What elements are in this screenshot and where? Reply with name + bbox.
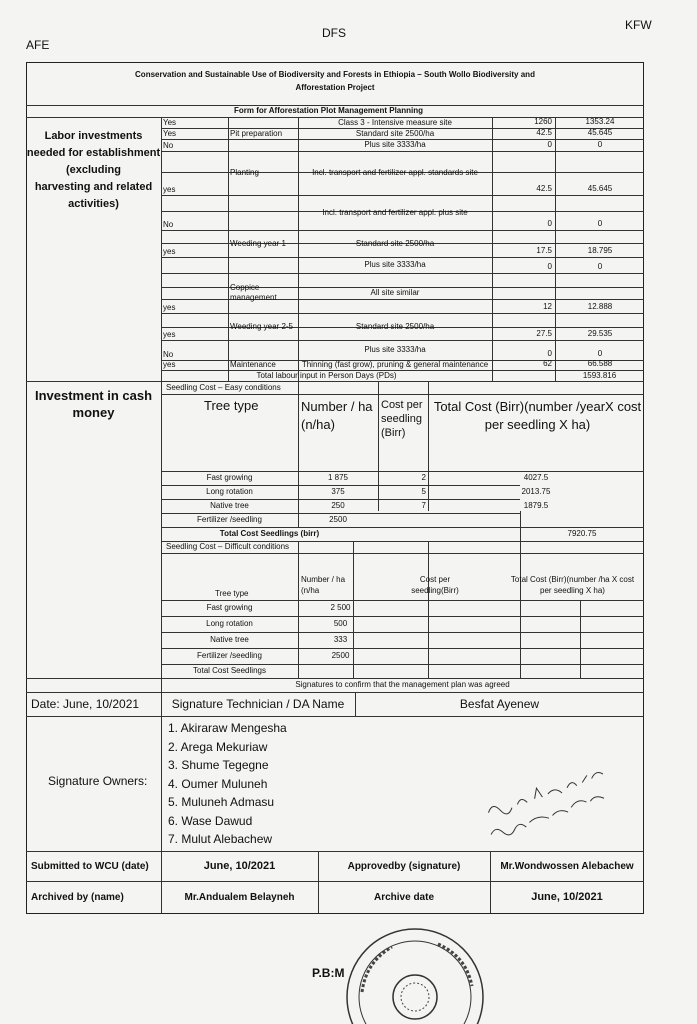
easy-col-tree: Tree type <box>204 398 259 413</box>
easy-col-cost: Cost per seedling (Birr) <box>381 399 423 439</box>
form-title: Form for Afforestation Plot Management Planning <box>233 106 424 115</box>
labor-value: 0 <box>547 349 552 358</box>
easy-tree-type: Fertilizer /seedling <box>197 515 262 524</box>
archive-date: June, 10/2021 <box>531 891 603 903</box>
easy-total <box>428 513 644 527</box>
easy-tree-type: Fast growing <box>206 473 253 482</box>
labor-value: 45.645 <box>587 184 613 193</box>
easy-cost: 7 <box>421 501 426 510</box>
easy-caption: Seedling Cost – Easy conditions <box>166 383 281 392</box>
labor-value: 18.795 <box>587 246 613 255</box>
labor-value: 42.5 <box>536 128 552 137</box>
labor-value: 1260 <box>534 117 552 126</box>
easy-cost: 5 <box>421 487 426 496</box>
labor-value: 66.588 <box>587 359 613 368</box>
labor-activity <box>230 340 297 360</box>
difficult-col-number: Number / ha (n/ha <box>301 575 346 595</box>
labor-flag: yes <box>163 329 176 339</box>
easy-number: 375 <box>331 487 345 496</box>
labor-activity <box>230 257 297 273</box>
labor-desc: Thinning (fast grow), pruning & general maintenance <box>301 360 489 369</box>
labor-value: 0 <box>547 262 552 271</box>
labor-flag: No <box>163 219 174 229</box>
submitted-date: June, 10/2021 <box>203 860 276 872</box>
labor-value: 29.535 <box>587 329 613 338</box>
difficult-caption: Seedling Cost – Difficult conditions <box>166 542 290 551</box>
easy-col-total: Total Cost (Birr)(number /yearX cost per seedling X ha) <box>433 399 642 432</box>
technician-name: Besfat Ayenew <box>459 697 540 711</box>
difficult-tree-type: Long rotation <box>206 619 253 628</box>
submitted-label: Submitted to WCU (date) <box>31 860 149 872</box>
labor-desc: Incl. transport and fertilizer appl. plus site <box>322 207 468 217</box>
labor-value: 0 <box>597 219 603 228</box>
labor-value: 27.5 <box>536 329 552 338</box>
labor-desc: Plus site 3333/ha <box>364 345 426 354</box>
labor-desc: Plus site 3333/ha <box>364 140 426 149</box>
labor-activity <box>230 195 297 230</box>
labor-value: 0 <box>547 140 552 149</box>
technician-label: Signature Technician / DA Name <box>171 697 345 711</box>
title-line1: Conservation and Sustainable Use of Biodiversity and Forests in Ethiopia – South Wollo Biodiversity and <box>135 70 535 79</box>
labor-value: 0 <box>597 349 603 358</box>
labor-activity <box>230 117 297 128</box>
difficult-tree-type: Native tree <box>210 635 249 644</box>
easy-total: 2013.75 <box>521 487 551 496</box>
easy-number: 2500 <box>329 515 347 524</box>
labor-activity: Weeding year 2-5 <box>230 321 293 331</box>
archived-name: Mr.Andualem Belayneh <box>184 891 295 903</box>
labor-activity: Pit preparation <box>230 128 283 138</box>
labor-activity: Coppice management <box>230 283 277 302</box>
easy-total-value: 7920.75 <box>567 528 597 538</box>
labor-total-label: Total labour input in Person Days (PDs) <box>256 370 397 380</box>
labor-value: 45.645 <box>587 128 613 137</box>
labor-flag: No <box>163 140 174 150</box>
difficult-number: 2500 <box>331 651 350 660</box>
labor-desc: Standard site 2500/ha <box>355 128 435 138</box>
easy-tree-type: Native tree <box>210 501 249 510</box>
easy-tree-type: Long rotation <box>206 487 253 496</box>
labor-flag: yes <box>163 302 176 312</box>
labor-flag: yes <box>163 246 176 256</box>
labor-flag: Yes <box>163 117 177 127</box>
labor-desc: Standard site 2500/ha <box>355 238 435 248</box>
difficult-tree-type: Fertilizer /seedling <box>197 651 262 660</box>
labor-total-value: 1593.816 <box>582 370 617 380</box>
header-left: AFE <box>26 38 50 52</box>
archived-label: Archived by (name) <box>31 891 124 903</box>
difficult-total-label: Total Cost Seedlings <box>193 666 266 675</box>
easy-total: 1879.5 <box>523 501 549 510</box>
difficult-number: 2 500 <box>330 603 351 612</box>
difficult-col-total: Total Cost (Birr)(number /ha X cost per seedling X ha) <box>510 575 635 595</box>
owner-item: 3. Shume Tegegne <box>168 758 269 772</box>
difficult-number: 500 <box>333 619 348 628</box>
title-line2: Afforestation Project <box>295 83 375 92</box>
labor-value: 42.5 <box>536 184 552 193</box>
labor-value: 62 <box>543 359 552 368</box>
labor-heading: Labor investments needed for establishment (excluding harvesting and related activities) <box>26 130 161 210</box>
easy-total-label: Total Cost Seedlings (birr) <box>219 528 320 538</box>
owners-list <box>168 719 287 849</box>
owner-item: 2. Arega Mekuriaw <box>168 739 268 754</box>
labor-flag: yes <box>163 359 176 369</box>
approved-label: Approvedby (signature) <box>347 860 461 872</box>
difficult-number: 333 <box>333 635 348 644</box>
owner-item: 7. Mulut Alebachew <box>168 832 273 846</box>
labor-desc: Plus site 3333/ha <box>364 260 426 269</box>
difficult-col-cost: Cost per seedling(Birr) <box>411 575 459 595</box>
archive-date-label: Archive date <box>373 891 435 903</box>
header-right: KFW <box>625 18 652 32</box>
easy-number: 250 <box>331 501 345 510</box>
labor-value: 1353.24 <box>585 117 615 126</box>
owner-item: 4. Oumer Muluneh <box>168 776 268 791</box>
handwritten-signature <box>478 768 638 838</box>
labor-desc: Standard site 2500/ha <box>355 321 435 331</box>
labor-value: 17.5 <box>536 246 552 255</box>
labor-value: 0 <box>547 219 552 228</box>
labor-value: 12 <box>543 302 552 311</box>
labor-flag: Yes <box>163 128 177 138</box>
labor-flag: No <box>163 349 174 359</box>
easy-total: 4027.5 <box>523 473 549 482</box>
header-center: DFS <box>322 26 346 40</box>
owner-item: 5. Muluneh Admasu <box>168 795 275 809</box>
easy-cost: 2 <box>421 473 426 482</box>
easy-col-number: Number / ha (n/ha) <box>301 399 373 432</box>
labor-activity: Planting <box>230 168 259 177</box>
sig-date: Date: June, 10/2021 <box>31 697 140 711</box>
labor-flag: yes <box>163 184 176 194</box>
labor-desc: Incl. transport and fertilizer appl. standards site <box>312 168 478 177</box>
labor-value: 0 <box>597 140 603 149</box>
labor-activity: Maintenance <box>230 360 276 369</box>
labor-value: 12.888 <box>587 302 613 311</box>
labor-desc: Class 3 - Intensive measure site <box>338 117 452 127</box>
cash-heading: Investment in cash money <box>34 388 153 420</box>
labor-desc: All site similar <box>370 288 420 297</box>
owner-item: 1. Akiraraw Mengesha <box>168 721 287 735</box>
approved-name: Mr.Wondwossen Alebachew <box>500 860 634 872</box>
owners-label: Signature Owners: <box>48 774 148 788</box>
labor-activity <box>230 139 297 151</box>
pbm-label: P.B:M <box>312 966 345 980</box>
owner-item: 6. Wase Dawud <box>168 813 253 828</box>
labor-activity: Weeding year 1 <box>230 238 286 248</box>
confirm-text: Signatures to confirm that the management plan was agreed <box>295 680 510 689</box>
labor-value: 0 <box>597 262 603 271</box>
official-stamp <box>340 922 490 1024</box>
difficult-tree-type: Fast growing <box>206 603 253 612</box>
easy-number: 1 875 <box>327 473 349 482</box>
difficult-col-tree: Tree type <box>215 589 249 598</box>
